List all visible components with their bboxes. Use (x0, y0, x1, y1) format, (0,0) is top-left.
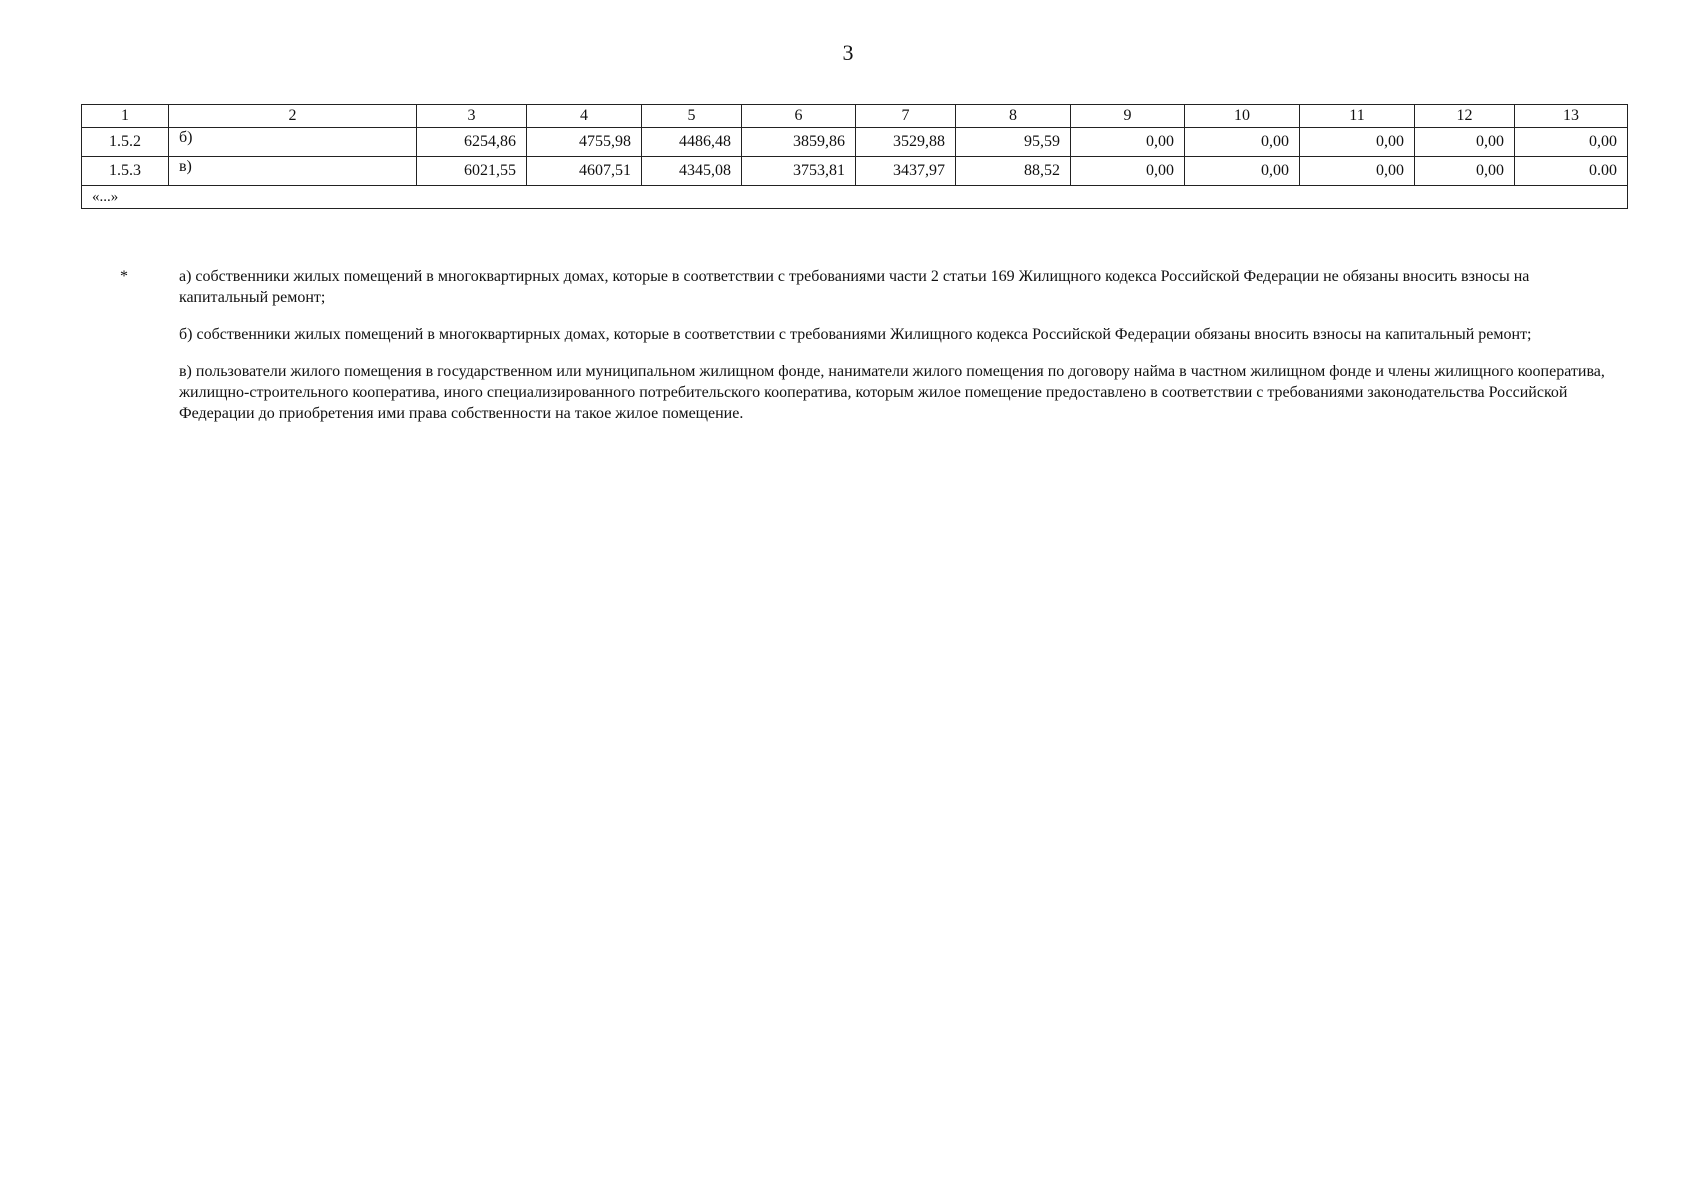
value-cell: 4486,48 (642, 128, 742, 157)
value-cell: 6254,86 (417, 128, 527, 157)
value-cell: 3753,81 (742, 157, 856, 186)
column-header: 1 (82, 105, 169, 128)
row-code-cell: 1.5.3 (82, 157, 169, 186)
data-table (81, 104, 1628, 209)
value-cell: 0,00 (1415, 128, 1515, 157)
table-header-row (82, 105, 1628, 128)
value-cell: 4607,51 (527, 157, 642, 186)
column-header: 9 (1071, 105, 1185, 128)
table-ellipsis-row (82, 186, 1628, 209)
value-cell: 6021,55 (417, 157, 527, 186)
footnote-item-b: б) собственники жилых помещений в многоквартирных домах, которые в соответствии с требованиями Жилищного кодекса Российской Федерации обязаны вносить взносы на капитальный ремонт; (179, 326, 1532, 343)
value-cell: 0,00 (1300, 157, 1415, 186)
column-header: 7 (856, 105, 956, 128)
value-cell: 0,00 (1071, 157, 1185, 186)
footnote-item-a: а) собственники жилых помещений в многоквартирных домах, которые в соответствии с требованиями части 2 статьи 169 Жилищного кодекса Российской Федерации не обязаны вносить взносы на капитальный ремонт; (179, 268, 1530, 306)
column-header: 12 (1415, 105, 1515, 128)
row-label-cell: в) (169, 157, 417, 186)
value-cell: 4345,08 (642, 157, 742, 186)
value-cell: 3859,86 (742, 128, 856, 157)
value-cell: 4755,98 (527, 128, 642, 157)
value-cell: 0,00 (1300, 128, 1415, 157)
column-header: 6 (742, 105, 856, 128)
ellipsis-cell: «...» (82, 186, 1628, 209)
column-header: 10 (1185, 105, 1300, 128)
table-row (82, 128, 1628, 157)
column-header: 4 (527, 105, 642, 128)
value-cell: 0,00 (1185, 128, 1300, 157)
column-header: 11 (1300, 105, 1415, 128)
column-header: 5 (642, 105, 742, 128)
column-header: 8 (956, 105, 1071, 128)
footnotes (120, 266, 1620, 437)
value-cell: 95,59 (956, 128, 1071, 157)
value-cell: 88,52 (956, 157, 1071, 186)
column-header: 13 (1515, 105, 1628, 128)
value-cell: 0,00 (1415, 157, 1515, 186)
row-label-cell: б) (169, 128, 417, 157)
column-header: 2 (169, 105, 417, 128)
page-number: 3 (842, 40, 854, 65)
footnote-item-v: в) пользователи жилого помещения в государственном или муниципальном жилищном фонде, наниматели жилого помещения по договору найма в частном жилищном фонде и члены жилищного кооператива, жилищно-строительного кооператива, иного специализированного потребительского кооператива, которым жилое помещение предоставлено в соответствии с требованиями законодательства Российской Федерации до приобретения ими права собственности на такое жилое помещение. (179, 363, 1605, 422)
table-row (82, 157, 1628, 186)
value-cell: 0,00 (1515, 128, 1628, 157)
footnote-marker: * (120, 268, 128, 285)
row-code-cell: 1.5.2 (82, 128, 169, 157)
value-cell: 0,00 (1071, 128, 1185, 157)
value-cell: 3437,97 (856, 157, 956, 186)
value-cell: 0.00 (1515, 157, 1628, 186)
value-cell: 3529,88 (856, 128, 956, 157)
value-cell: 0,00 (1185, 157, 1300, 186)
column-header: 3 (417, 105, 527, 128)
